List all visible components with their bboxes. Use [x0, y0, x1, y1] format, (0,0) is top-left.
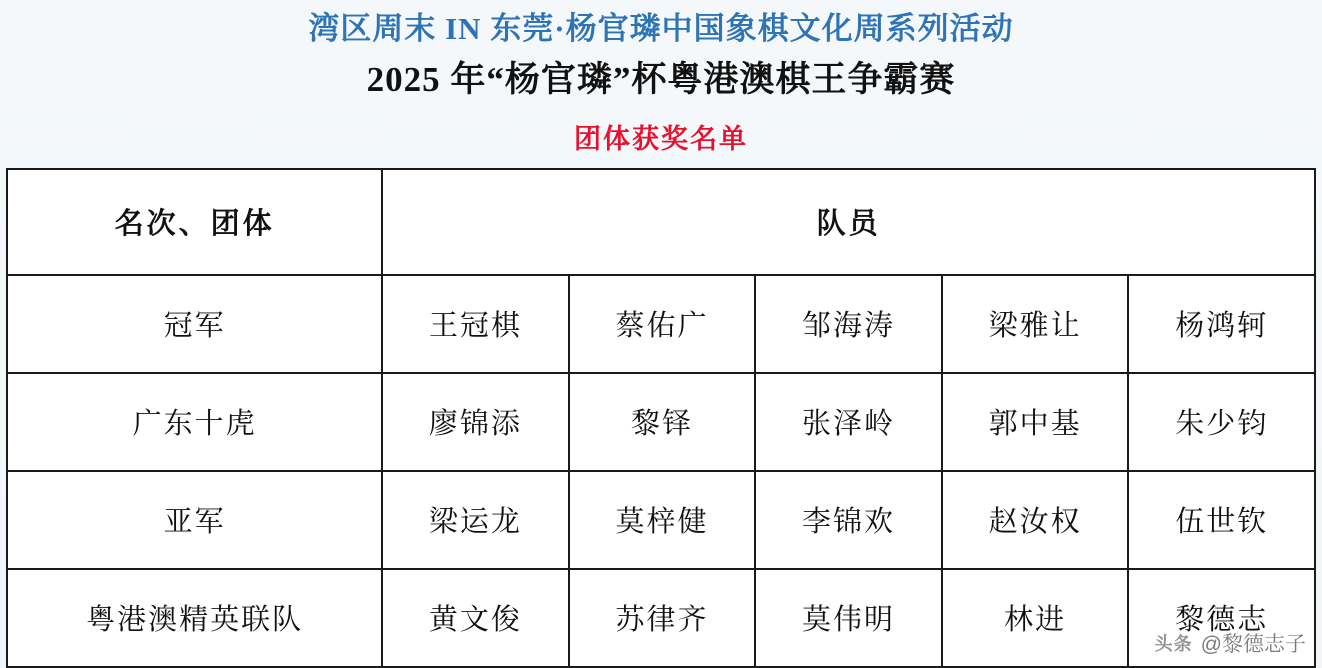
- table-row: [7, 569, 1315, 667]
- toutiao-logo-icon: 头条: [1154, 634, 1193, 654]
- watermark-text: @黎德志子: [1200, 633, 1306, 656]
- player-name: 朱少钧: [1128, 373, 1315, 471]
- player-name: 张泽岭: [755, 373, 942, 471]
- sub-title: 团体获奖名单: [574, 123, 748, 154]
- player-name: 莫伟明: [755, 569, 942, 667]
- header-rank-team: 名次、团体: [7, 169, 382, 275]
- table-header-row: [7, 169, 1315, 275]
- player-name: 苏律齐: [569, 569, 756, 667]
- player-name: 梁运龙: [382, 471, 569, 569]
- player-name: 杨鸿轲: [1128, 275, 1315, 373]
- table-row: [7, 275, 1315, 373]
- player-name: 黎铎: [569, 373, 756, 471]
- rank-label: 冠军: [7, 275, 382, 373]
- player-name: 伍世钦: [1128, 471, 1315, 569]
- team-label: 粤港澳精英联队: [7, 569, 382, 667]
- team-label: 广东十虎: [7, 373, 382, 471]
- table-row: [7, 373, 1315, 471]
- player-name: 李锦欢: [755, 471, 942, 569]
- table-row: [7, 471, 1315, 569]
- rank-label: 亚军: [7, 471, 382, 569]
- player-name: 林进: [942, 569, 1129, 667]
- header-players: 队员: [382, 169, 1315, 275]
- player-name: 黎德志: [1128, 569, 1315, 667]
- document-header: [0, 0, 1322, 156]
- player-name: 蔡佑广: [569, 275, 756, 373]
- player-name: 郭中基: [942, 373, 1129, 471]
- player-name: 赵汝权: [942, 471, 1129, 569]
- series-title: 湾区周末 IN 东莞·杨官璘中国象棋文化周系列活动: [308, 11, 1014, 46]
- player-name: 莫梓健: [569, 471, 756, 569]
- player-name: 廖锦添: [382, 373, 569, 471]
- player-name: 邹海涛: [755, 275, 942, 373]
- player-name: 黄文俊: [382, 569, 569, 667]
- player-name: 梁雅让: [942, 275, 1129, 373]
- award-table: [6, 168, 1316, 668]
- main-title: 2025 年“杨官璘”杯粤港澳棋王争霸赛: [366, 59, 956, 99]
- player-name: 王冠棋: [382, 275, 569, 373]
